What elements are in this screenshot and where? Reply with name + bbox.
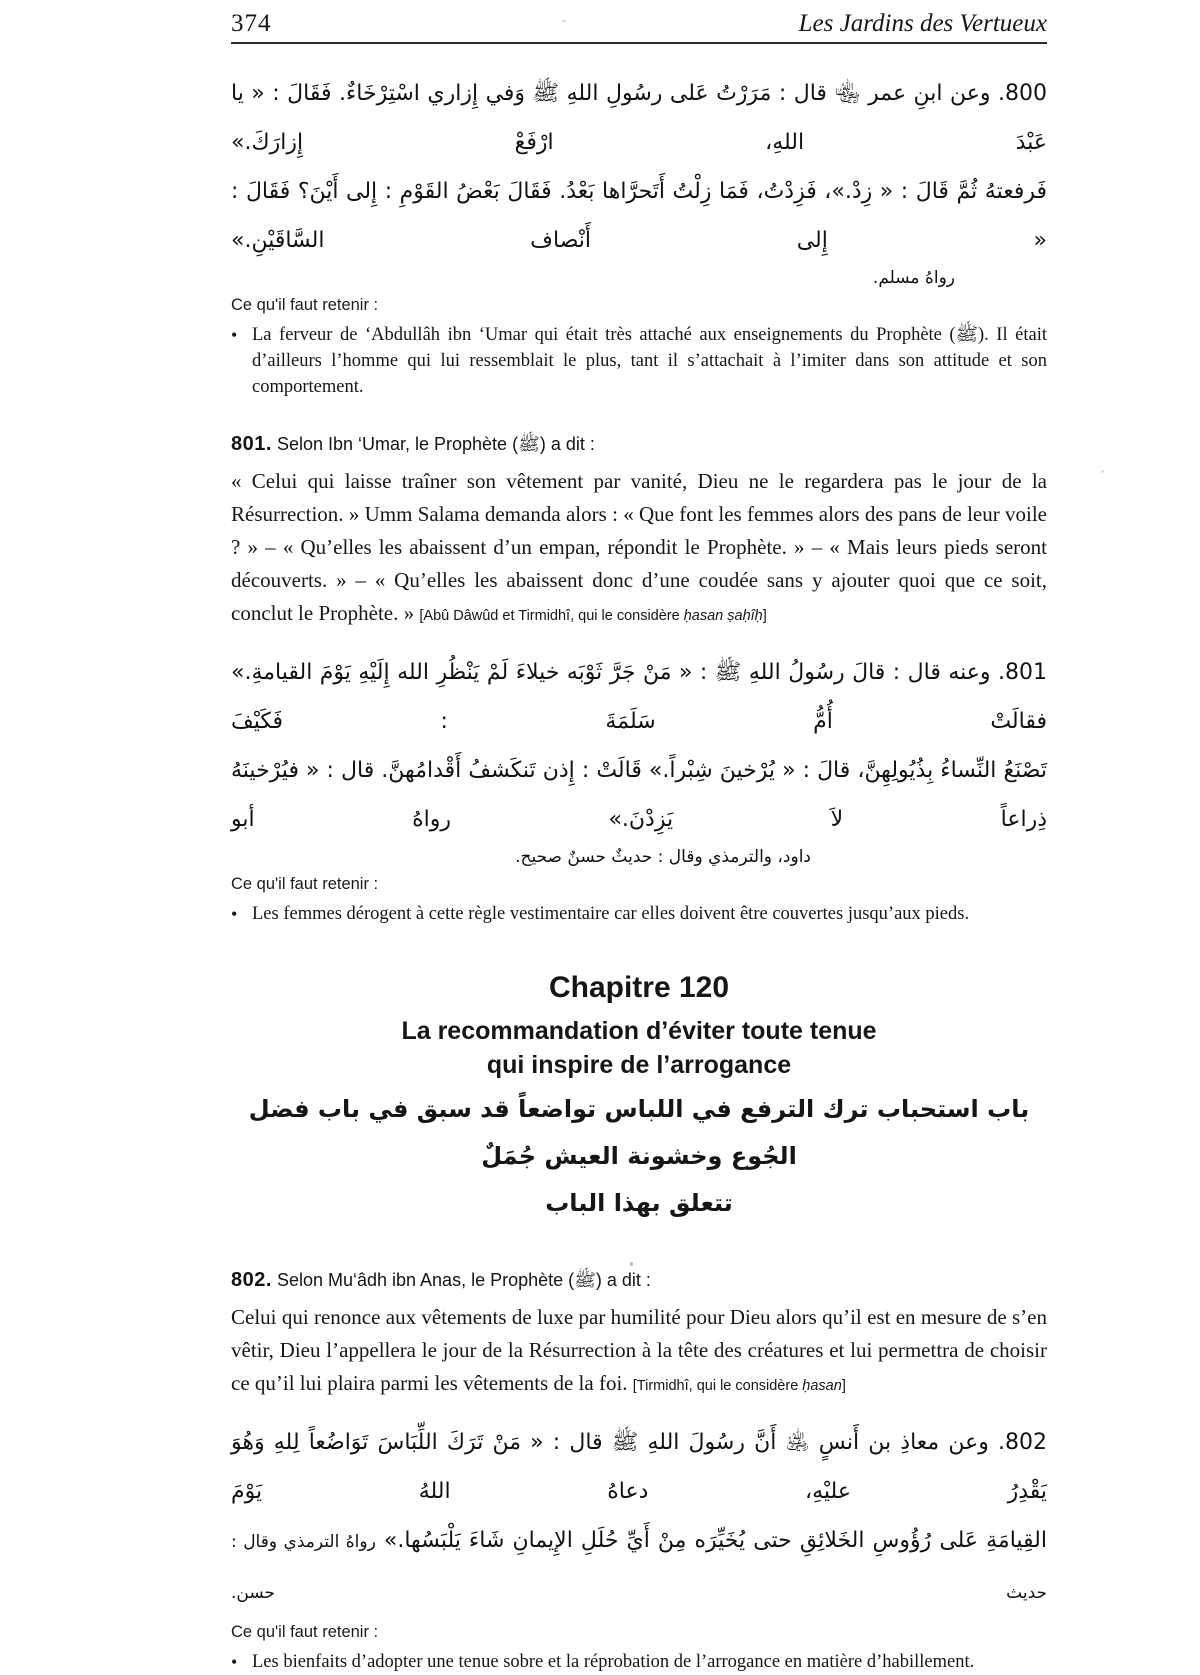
hadith-802-heading-text: Selon Mu‘âdh ibn Anas, le Prophète (ﷺ) a dit : xyxy=(276,1270,651,1290)
hadith-802-heading xyxy=(231,1269,1047,1295)
citation-prefix: [Abû Dâwûd et Tirmidhî, qui le considère xyxy=(419,608,684,624)
hadith-800-section xyxy=(231,69,1047,400)
hadith-801-arabic-line-2: تَصْنَعُ النِّساءُ بِذُيُولِهِنَّ، قالَ : « يُرْخينَ شِبْراً.» قَالَتْ : إِذن تَنكَشفُ أَقْدامُهنَّ. قال : « فيُرْخينَهُ ذِراعاً لاَ يَزِدْنَ.» رواهُ أبو xyxy=(231,758,1047,832)
chapter-arabic-line-2: تتعلق بهذا الباب xyxy=(545,1189,733,1217)
hadith-801-heading-text: Selon Ibn ‘Umar, le Prophète (ﷺ) a dit : xyxy=(276,434,595,454)
bullet-glyph: • xyxy=(231,904,238,924)
hadith-802-section xyxy=(231,1269,1047,1675)
hadith-802-arabic-source: رواهُ الترمذي وقال : حديث حسن. xyxy=(231,1532,1047,1603)
hadith-802-body-text: Celui qui renonce aux vêtements de luxe par humilité pour Dieu alors qu’il est en mesure de s’en vêtir, Dieu l’appellera le jour de la Résurrection à la tête des créatures et lui permettra de choisir ce qu’il lui plaira parmi les vêtements de la foi. xyxy=(231,1305,1047,1395)
citation-suffix: ] xyxy=(762,608,767,624)
scan-speck xyxy=(1101,470,1104,473)
hadith-802-body xyxy=(231,1301,1047,1403)
hadith-800-arabic-source: رواهُ مسلم. xyxy=(872,268,955,288)
running-header xyxy=(231,0,1047,38)
hadith-801-section xyxy=(231,433,1047,927)
hadith-801-body xyxy=(231,465,1047,633)
citation-grade: ḥasan ṣaḥîḥ xyxy=(683,608,763,624)
hadith-802-number: 802. xyxy=(231,1269,272,1291)
hadith-801-arabic-source: داود، والترمذي وقال : حديثٌ حسنٌ صحيح. xyxy=(515,847,811,867)
retenir-bullet-802 xyxy=(231,1649,1047,1675)
hadith-800-arabic-line-2: فَرفعتهُ ثُمَّ قَالَ : « زِدْ.»، فَزِدْتُ، فَمَا زِلْتُ أَتَحرَّاها بَعْدُ. فَقَالَ بَعْضُ القَوْمِ : إِلى أَيْنَ؟ فَقَالَ : « إِلى أَنْصاف السَّاقَيْنِ.» xyxy=(231,179,1047,253)
retenir-label-800: Ce qu'il faut retenir : xyxy=(231,296,379,314)
page-content xyxy=(231,0,1047,1675)
scan-speck xyxy=(630,1262,633,1266)
citation-prefix: [Tirmidhî, qui le considère xyxy=(632,1378,803,1394)
retenir-bullet-800 xyxy=(231,322,1047,400)
hadith-802-arabic xyxy=(231,1418,1047,1618)
hadith-801-number: 801. xyxy=(231,433,272,455)
bullet-glyph: • xyxy=(231,1652,238,1672)
scan-speck xyxy=(562,20,566,22)
hadith-800-arabic-line-1: 800. وعن ابنِ عمر ﵄ قال : مَرَرْتُ عَلى رسُولِ اللهِ ﷺ وَفي إِزاري اسْتِرْخَاءٌ. فَقَالَ : « يا عَبْدَ اللهِ، ارْفَعْ إِزارَكَ.» xyxy=(231,81,1047,155)
retenir-label-802: Ce qu'il faut retenir : xyxy=(231,1623,379,1641)
chapter-number: Chapitre 120 xyxy=(548,971,730,1004)
hadith-801-citation xyxy=(419,608,766,624)
hadith-802-arabic-line-1: 802. وعن معاذِ بن أَنسٍ ﵁ أَنَّ رسُولَ اللهِ ﷺ قال : « مَنْ تَرَكَ اللِّبَاسَ تَوَاضُعاً لِلهِ وَهُوَ يَقْدِرُ عليْهِ، دعاهُ اللهُ يَوْمَ xyxy=(231,1430,1047,1504)
hadith-802-citation xyxy=(633,1378,846,1394)
chapter-title-line-1: La recommandation d’éviter toute tenue xyxy=(401,1017,877,1045)
bullet-glyph: • xyxy=(231,325,238,345)
hadith-802-arabic-line-2 xyxy=(231,1516,1047,1618)
hadith-801-arabic-line-1: 801. وعنه قال : قالَ رسُولُ اللهِ ﷺ : « مَنْ جَرَّ ثَوْبَه خيلاءَ لَمْ يَنْظُرِ الله إِلَيْهِ يَوْمَ القيامةِ.» فقالَتْ أُمُّ سَلَمَةَ : فَكَيْفَ xyxy=(231,660,1047,734)
running-book-title: Les Jardins des Vertueux xyxy=(798,10,1047,37)
chapter-arabic-line-1: باب استحباب ترك الترفع في اللباس تواضعاً قد سبق في باب فضل الجُوع وخشونة العيش جُمَلٌ xyxy=(248,1095,1030,1170)
page-number: 374 xyxy=(231,10,272,37)
chapter-title-arabic xyxy=(231,1086,1047,1227)
citation-suffix: ] xyxy=(841,1378,846,1394)
hadith-802-arabic-line-2-text: القِيامَةِ عَلى رُؤُوسِ الخَلائِقِ حتى يُخَيِّرَه مِنْ أَيِّ حُلَلِ الإِيمانِ شَاءَ يَلْبَسُها.» xyxy=(375,1528,1047,1553)
chapter-title xyxy=(231,1014,1047,1082)
retenir-text-800: La ferveur de ‘Abdullâh ibn ‘Umar qui était très attaché aux enseignements du Prophète (ﷺ). Il était d’ailleurs l’homme qui lui ressemblait le plus, tant il s’attachait à l’imiter dans son attitude et son comportement. xyxy=(252,325,1047,397)
retenir-bullet-801 xyxy=(231,901,1047,927)
retenir-text-801: Les femmes dérogent à cette règle vestimentaire car elles doivent être couvertes jusqu’aux pieds. xyxy=(252,904,970,924)
chapter-title-line-2: qui inspire de l’arrogance xyxy=(486,1051,792,1079)
retenir-text-802: Les bienfaits d’adopter une tenue sobre et la réprobation de l’arrogance en matière d’habillement. xyxy=(252,1652,975,1672)
retenir-label-801: Ce qu'il faut retenir : xyxy=(231,875,379,893)
header-rule xyxy=(231,42,1047,44)
hadith-801-body-text: « Celui qui laisse traîner son vêtement par vanité, Dieu ne le regardera pas le jour de la Résurrection. » Umm Salama demanda alors : « Que font les femmes alors des pans de leur voile ? » – « Qu’elles les abaissent d’un empan, répondit le Prophète. » – « Mais leurs pieds seront découverts. » – « Qu’elles les abaissent donc d’une coudée sans y ajouter quoi que ce soit, conclut le Prophète. » xyxy=(231,469,1047,625)
hadith-801-arabic xyxy=(231,648,1047,870)
chapter-120-heading xyxy=(231,971,1047,1227)
citation-grade: ḥasan xyxy=(802,1378,842,1394)
hadith-801-heading xyxy=(231,433,1047,459)
